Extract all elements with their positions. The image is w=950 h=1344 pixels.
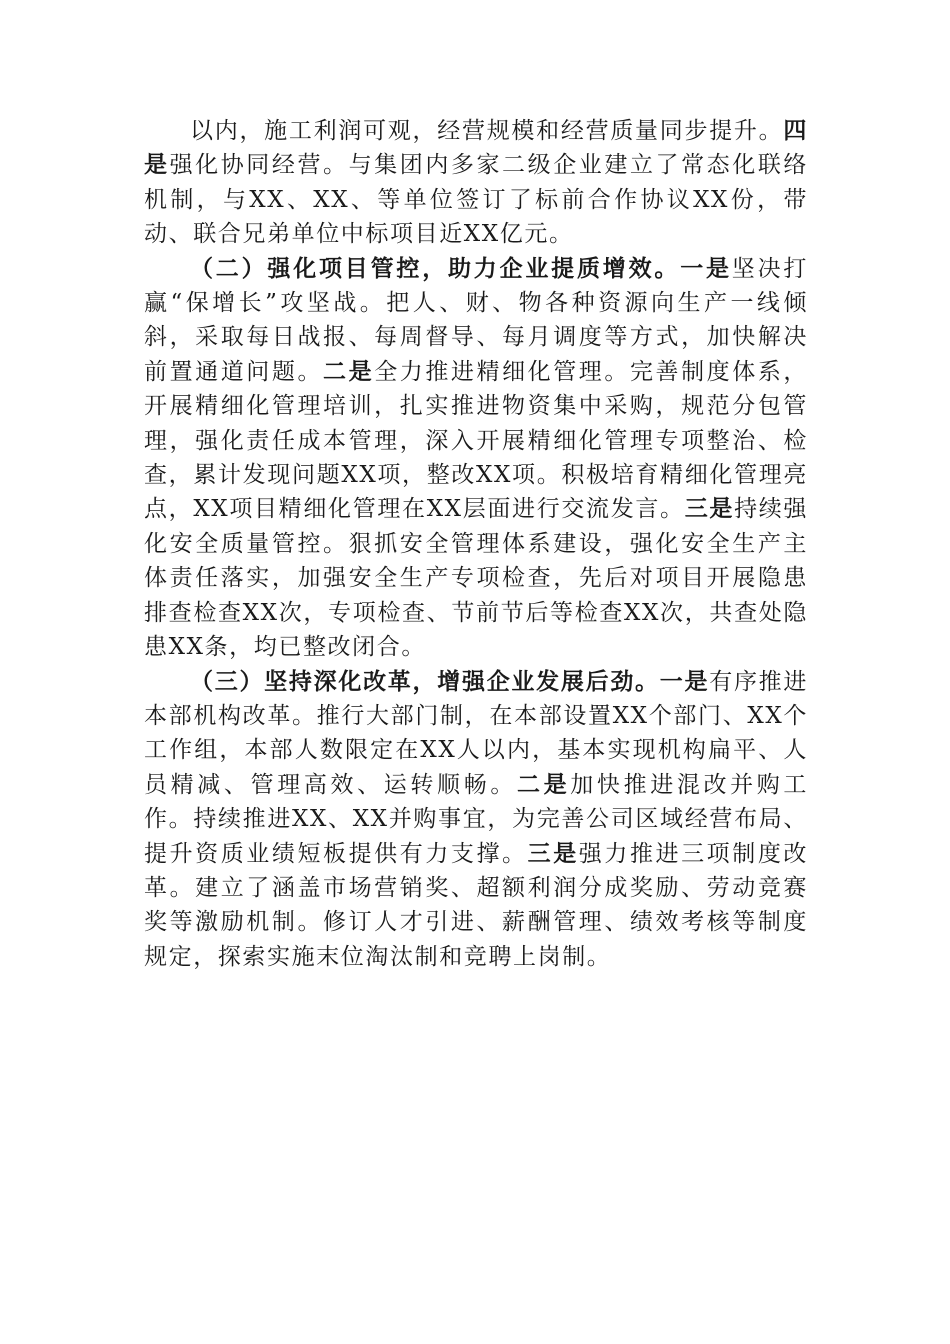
paragraph-2-text-2: 全力推进精细化管理。完善制度体系，开展精细化管理培训，扎实推进物资集中采购，规范分包管理，强化责任成本管理，深入开展精细化管理专项整治、检查，累计发现问题XX项，整改XX项。积极培育精细化管理亮点，XX项目精细化管理在XX层面进行交流发言。 (144, 358, 808, 523)
paragraph-3-keyword-three: 三是 (527, 840, 579, 867)
paragraph-1-keyword-four: 四是 (144, 118, 808, 179)
paragraph-2-keyword-two: 二是 (323, 358, 375, 385)
paragraph-2-keyword-three: 三是 (684, 496, 735, 523)
paragraph-3-keyword-two: 二是 (516, 771, 571, 798)
paragraph-3-text-1: 有序推进本部机构改革。推行大部门制，在本部设置XX个部门、XX个工作组，本部人数限定在XX人以内，基本实现机构扁平、人员精减、管理高效、运转顺畅。 (144, 668, 808, 798)
paragraph-2-text-1: 坚决打赢“保增长”攻坚战。把人、财、物各种资源向生产一线倾斜，采取每日战报、每周督导、每月调度等方式，加快解决前置通道问题。 (144, 255, 808, 385)
paragraph-3-keyword-one: 一是 (659, 668, 710, 695)
paragraph-1 (144, 114, 808, 252)
paragraph-3-text-2: 加快推进混改并购工作。持续推进XX、XX并购事宜，为完善公司区域经营布局、提升资质业绩短板提供有力支撑。 (144, 771, 809, 867)
paragraph-3-text-3: 强力推进三项制度改革。建立了涵盖市场营销奖、超额利润分成奖励、劳动竞赛奖等激励机制。修订人才引进、薪酬管理、绩效考核等制度规定，探索实施末位淘汰制和竞聘上岗制。 (144, 840, 809, 970)
paragraph-1-text-1: 以内，施工利润可观，经营规模和经营质量同步提升。 (190, 118, 784, 144)
paragraph-2 (144, 252, 808, 665)
paragraph-2-text-3: 持续强化安全质量管控。狠抓安全管理体系建设，强化安全生产主体责任落实，加强安全生产专项检查，先后对项目开展隐患排查检查XX次，专项检查、节前节后等检查XX次，共查处隐患XX条，均已整改闭合。 (144, 496, 808, 661)
section-heading-2: （二）强化项目管控，助力企业提质增效。 (190, 255, 681, 282)
paragraph-1-text-2: 强化协同经营。与集团内多家二级企业建立了常态化联络机制，与XX、XX、等单位签订了标前合作协议XX份，带动、联合兄弟单位中标项目近XX亿元。 (144, 152, 808, 248)
section-heading-3: （三）坚持深化改革，增强企业发展后劲。 (190, 668, 660, 695)
paragraph-3 (144, 665, 808, 975)
document-body (144, 114, 808, 974)
paragraph-2-keyword-one: 一是 (680, 255, 732, 282)
